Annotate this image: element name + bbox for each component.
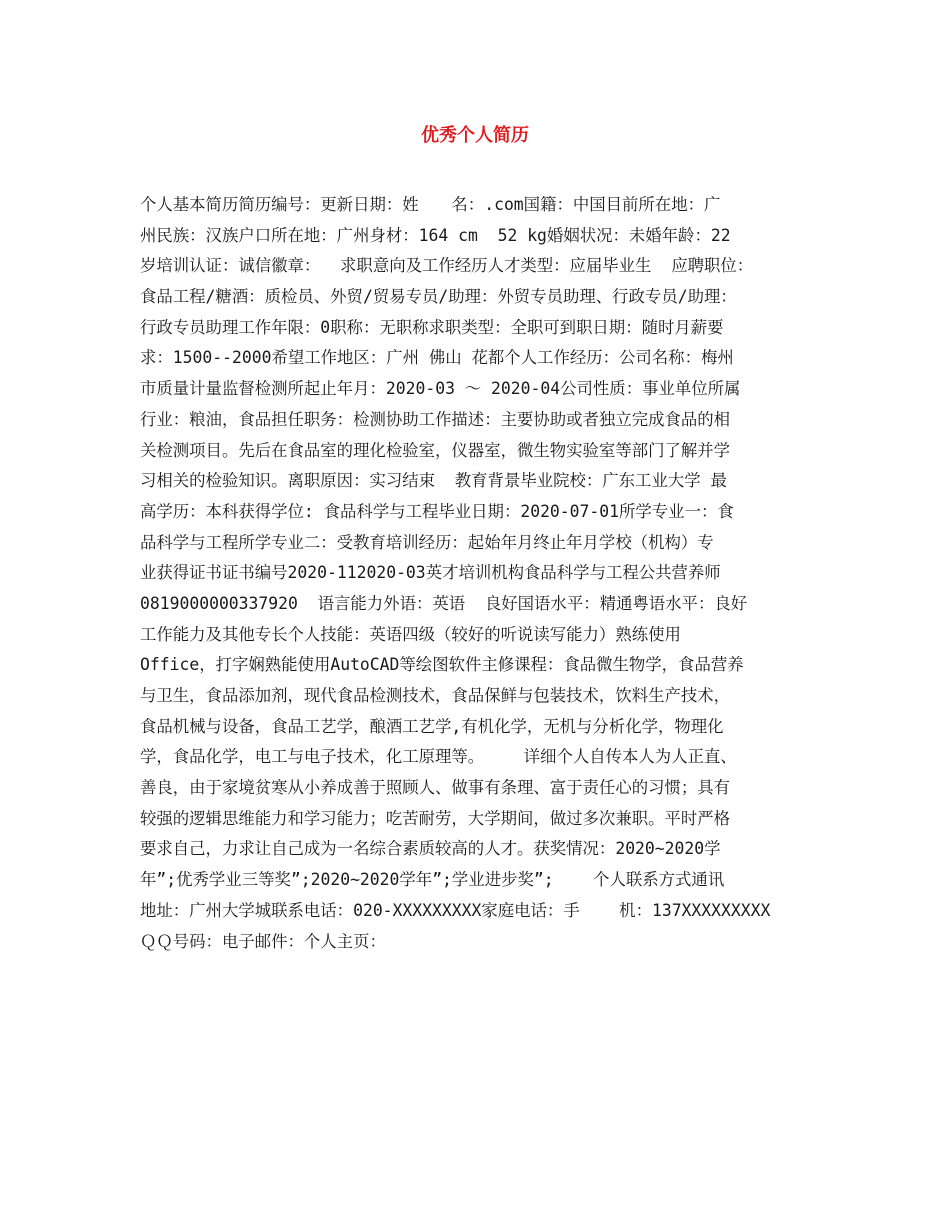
body-line: 业获得证书证书编号2020-112020-03英才培训机构食品科学与工程公共营养师 — [140, 563, 721, 583]
body-line: 年”;优秀学业三等奖”;2020~2020学年”;学业进步奖”; 个人联系方式通讯 — [140, 870, 725, 890]
body-line: Office，打字娴熟能使用AutoCAD等绘图软件主修课程：食品微生物学，食品营养 — [140, 655, 744, 675]
document-body — [140, 190, 820, 957]
body-line: 要求自己，力求让自己成为一名综合素质较高的人才。获奖情况：2020~2020学 — [140, 839, 721, 859]
body-line: 个人基本简历简历编号：更新日期：姓 名：.com国籍：中国目前所在地：广 — [140, 195, 721, 214]
body-line: 善良，由于家境贫寒从小养成善于照顾人、做事有条理、富于责任心的习惯；具有 — [140, 778, 731, 798]
document-title: 优秀个人简历 — [421, 125, 529, 146]
body-line: 品科学与工程所学专业二：受教育培训经历：起始年月终止年月学校（机构）专 — [140, 532, 714, 552]
body-line: 地址：广州大学城联系电话：020-XXXXXXXXX家庭电话：手 机：137XXXXXXXXX — [140, 900, 771, 920]
body-line: 工作能力及其他专长个人技能：英语四级（较好的听说读写能力）熟练使用 — [140, 624, 681, 644]
body-line: 求：1500--2000希望工作地区：广州 佛山 花都个人工作经历：公司名称：梅州 — [140, 348, 734, 368]
body-line: 高学历：本科获得学位: 食品科学与工程毕业日期：2020-07-01所学专业一：食 — [140, 501, 734, 521]
body-line: 学，食品化学，电工与电子技术，化工原理等。 详细个人自传本人为人正直、 — [140, 747, 737, 767]
body-line: 0819000000337920 语言能力外语：英语 良好国语水平：精通粤语水平：良好 — [140, 593, 748, 613]
body-line: 行政专员助理工作年限：0职称：无职称求职类型：全职可到职日期：随时月薪要 — [140, 317, 724, 337]
body-line: 食品工程/糖酒：质检员、外贸/贸易专员/助理：外贸专员助理、行政专员/助理： — [140, 287, 737, 307]
body-line: 关检测项目。先后在食品室的理化检验室，仪器室，微生物实验室等部门了解并学 — [140, 440, 731, 460]
body-line: 市质量计量监督检测所起止年月：2020-03 ～ 2020-04公司性质：事业单位所属 — [140, 379, 741, 399]
body-line: 较强的逻辑思维能力和学习能力；吃苦耐劳，大学期间，做过多次兼职。平时严格 — [140, 808, 731, 828]
body-line: 习相关的检验知识。离职原因：实习结束 教育背景毕业院校：广东工业大学 最 — [140, 471, 727, 491]
body-line: 与卫生，食品添加剂，现代食品检测技术，食品保鲜与包装技术，饮料生产技术， — [140, 686, 731, 705]
body-line: 州民族：汉族户口所在地：广州身材：164 cm 52 kg婚姻状况：未婚年龄：22 — [140, 225, 731, 245]
body-line: ＱＱ号码：电子邮件：个人主页： — [140, 931, 386, 951]
body-line: 行业：粮油，食品担任职务：检测协助工作描述：主要协助或者独立完成食品的相 — [140, 409, 731, 429]
body-line: 岁培训认证：诚信徽章： 求职意向及工作经历人才类型：应届毕业生 应聘职位： — [140, 256, 754, 276]
body-line: 食品机械与设备，食品工艺学，酿酒工艺学,有机化学，无机与分析化学，物理化 — [140, 716, 724, 736]
